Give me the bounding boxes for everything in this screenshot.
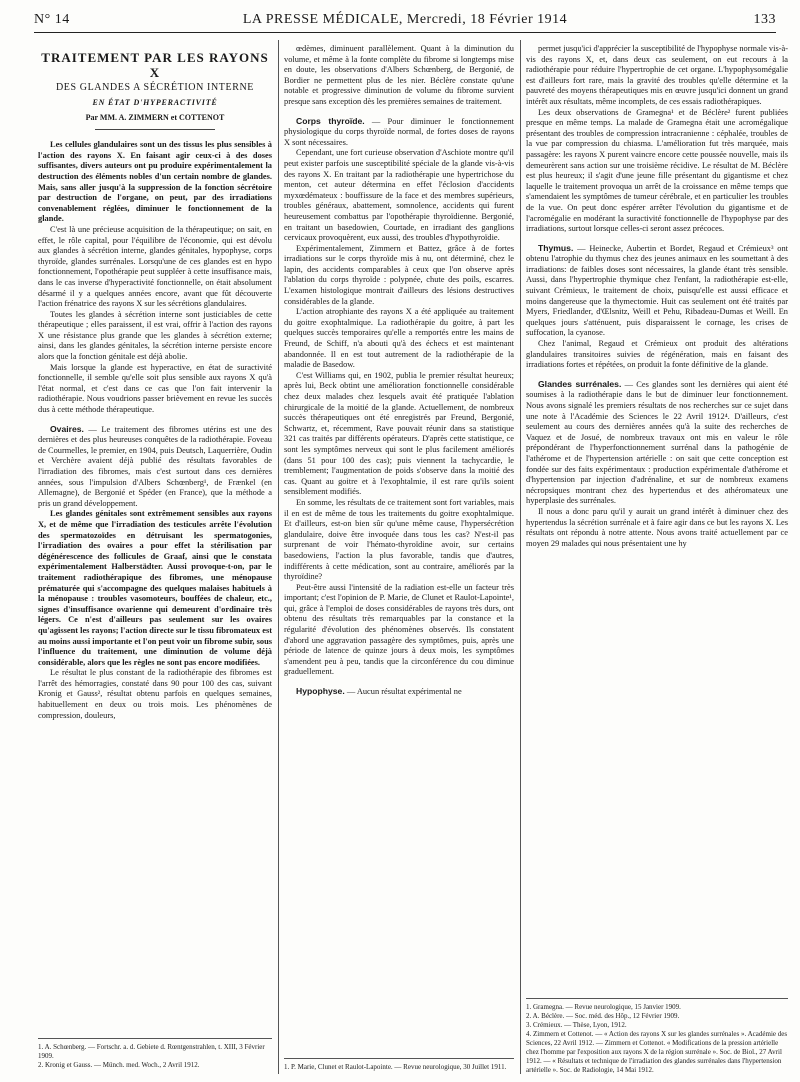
paragraph-surrenales: Glandes surrénales. — Ces glandes sont les dernières qui aient été soumises à la radiothérapie dans le but de diminuer leur fonctionnement. Nous avons signalé les premiers résultats de nos recherches sur ce sujet dans une note à l'Académie des Sciences le 22 Avril 1912⁴. D'ailleurs, c'est seulement au cours des dernières années qu'à la suite des recherches de Vaquez et de Josué, de nombreux travaux ont mis en valeur le rôle prépondérant de l'hyperfonctionnement surrénal dans la pathogénie de l'athérome et de l'hypertension artérielle : on sait que cette conception est fondée sur des faits expérimentaux : production expérimentale d'athérome et d'hypertension par injection d'adrénaline, et sur de nombreux examens nécropsiques montrant chez des hypertendus et des athéromateux une hyperplasie des surrénales. bbox=[526, 378, 788, 506]
paragraph-thyroide: Corps thyroïde. — Pour diminuer le fonctionnement physiologique du corps thyroïde normal, de fortes doses de rayons X sont nécessaires. bbox=[284, 115, 514, 147]
page-number: 133 bbox=[753, 12, 776, 27]
footnote: 1. Gramegna. — Revue neurologique, 15 Janvier 1909. bbox=[526, 1003, 681, 1011]
footnotes-column-1 bbox=[38, 1038, 272, 1070]
paragraph: Chez l'animal, Regaud et Crémieux ont produit des altérations glandulaires transitoires suivies de régénération, mais en faisant des irradiations fortes et répétées, on produit la fonte définitive de la glande. bbox=[526, 339, 788, 370]
paragraph: Cependant, une fort curieuse observation d'Aschiote montre qu'il peut exister parfois une susceptibilité spéciale de la glande vis-à-vis des rayons X. En traitant par la radiothérapie une hypertrichose du menton, cet auteur détermina en effet l'éclosion d'accidents myxœdémateux : bouffissure de la face et des membres supérieurs, troubles généraux, abattement, somnolence, accidents qui furent heureusement combattus par l'opothérapie thyroïdienne. Bergonié, en traitant un basedowien, Courtade, en irradiant des ganglions cervicaux provoquèrent, eux aussi, des troubles d'hypothyroïdie. bbox=[284, 148, 514, 243]
paragraph: Les deux observations de Gramegna¹ et de Béclère² furent publiées presque en même temps. La malade de Gramegna était une acromégalique présentant des troubles de compression intracranienne : céphalée, troubles de la vue par compression du chiasma. L'amélioration fut très marquée, mais passagère: les rayons X purent vaincre encore cette poussée nouvelle, mais ils demeurèrent sans action sur une troisième récidive. Le résultat de M. Béclère est plus heureux; il s'agit d'une jeune fille présentant du gigantisme et chez laquelle le traitement provoqua un arrêt de la croissance en même temps que s'amendaient les symptômes de tumeur cérébrale, et en particulier les troubles de la vue. On peut donc espérer arrêter l'évolution du gigantisme et de l'acromégalie en modérant la suractivité fonctionnelle de l'hypophyse par des irradiations, surtout lorsque celles-ci seront assez précoces. bbox=[526, 107, 788, 234]
column-divider bbox=[278, 40, 279, 1074]
paragraph: C'est Williams qui, en 1902, publia le premier résultat heureux; après lui, Beck obtint une amélioration fonctionnelle considérable chez deux malades chez lesquels avait été pratiquée l'ablation chirurgicale de la moitié de la glande. Actuellement, de nombreux succès thérapeutiques ont été enregistrés par Freund, Bergonié, Schwartz, et, récemment, Rave pouvait réunir dans sa statistique 321 cas traités par différents opérateurs. D'après cette statistique, ce sont les symptômes nerveux qui sont le plus facilement améliorés (dans 51 pour 100 des cas); puis viennent la tachycardie, le tremblement; l'augmentation de poids s'observe dans la moitié des cas. Quant au goitre et à l'exophtalmie, il est rare qu'ils soient sensiblement modifiés. bbox=[284, 370, 514, 497]
title-rule bbox=[95, 129, 215, 130]
footnote: 1. A. Schœnberg. — Fortschr. a. d. Gebiete d. Rœntgenstrahlen, t. XIII, 3 Février 1909. bbox=[38, 1043, 265, 1060]
article-authors: Par MM. A. ZIMMERN et COTTENOT bbox=[85, 112, 225, 122]
paragraph-ovaires: Ovaires. — Le traitement des fibromes utérins est une des dernières et des plus heureuses conquêtes de la radiothérapie. Foveau de Courmelles, le premier, en 1904, puis Deutsch, Laquerrière, Oudin et Verchère avaient déjà publié des résultats favorables de l'irradiation des fibromes, mais c'est surtout dans ces dernières années, sous l'impulsion d'Albers Schœnberg¹, de Frænkel (en Allemagne), de Bergonié et Spéder (en France), que la méthode a pris un grand développement. bbox=[38, 423, 272, 508]
footnote: 3. Crémieux. — Thèse, Lyon, 1912. bbox=[526, 1021, 627, 1029]
paragraph: L'action atrophiante des rayons X a été appliquée au traitement du goitre exophtalmique. La radiothérapie du goitre, à part les quelques succès temporaires qu'elle a remportés entre les mains de Freund, de Schiff, n'a abouti qu'à des échecs et est maintenant abandonnée. Il en est tout autrement de la radiothérapie de la maladie de Basedow. bbox=[284, 307, 514, 370]
footnote: 2. Kronig et Gauss. — Münch. med. Woch., 2 Avril 1912. bbox=[38, 1061, 200, 1069]
footnote: 4. Zimmern et Cottenot. — « Action des rayons X sur les glandes surrénales ». Académie des Sciences, 22 Avril 1912. — Zimmern et Cottenot. « Modifications de la pression artérielle chez l'homme par l'exposition aux rayons X de la région surrénale ». Soc. de Biol., 27 Avril 1912. — « Résultats et technique de l'irradiation des glandes surrénales dans l'hypertension artérielle ». Soc. de Radiologie, 14 Mai 1912. bbox=[526, 1030, 788, 1074]
column-divider bbox=[520, 40, 521, 1074]
journal-title: LA PRESSE MÉDICALE, Mercredi, 18 Février 1914 bbox=[242, 12, 568, 27]
paragraph: œdèmes, diminuent parallèlement. Quant à la diminution du volume, et même à la fonte complète du fibrome si longtemps mise en doute, les observations d'Albers Schœnberg, de Bergonié, de Bordier ne permettent plus de les nier. Béclère constate qu'une notable et progressive diminution de volume du fibrome survient presque sans exception dès les premières semaines de traitement. bbox=[284, 44, 514, 106]
paragraph: Toutes les glandes à sécrétion interne sont justiciables de cette thérapeutique ; elles paraissent, il est vrai, offrir à l'action des rayons X une résistance plus grande que les glandes à sécrétion externe; ainsi, dans les glandes génitales, la sécrétion interne persiste encore alors que la fonction génitale est déjà abolie. bbox=[38, 309, 272, 362]
issue-number: N° 14 bbox=[34, 12, 70, 27]
paragraph: Le résultat le plus constant de la radiothérapie des fibromes est l'arrêt des hémorragies, constaté dans 90 pour 100 des cas, suivant Kronig et Gauss², résultat obtenu parfois en quelques semaines, habituellement en deux ou trois mois. Les phénomènes de compression, douleurs, bbox=[38, 668, 272, 720]
footnote: 2. A. Béclère. — Soc. méd. des Hôp., 12 Février 1909. bbox=[526, 1012, 680, 1020]
paragraph-hypophyse: Hypophyse. — Aucun résultat expérimental ne bbox=[296, 686, 462, 697]
section-heading-glandes-surrenales: Glandes surrénales. bbox=[538, 378, 622, 389]
article-subtitle: DES GLANDES A SÉCRÉTION INTERNE bbox=[55, 82, 255, 93]
footnote: 1. P. Marie, Clunet et Raulot-Lapointe. — Revue neurologique, 30 Juillet 1911. bbox=[284, 1063, 507, 1071]
paragraph: Peut-être aussi l'intensité de la radiation est-elle un facteur très important; c'est l'opinion de P. Marie, de Clunet et Raulot-Lapointe¹, qui, grâce à l'emploi de doses considérables de rayons très durs, ont obtenu des résultats très remarquables par la constance et la régularité d'évolution des phénomènes observés. Ils constatent d'abord une aggravation passagère des symptômes, puis, après une période de latence de quinze jours à deux mois, les symptômes s'amendent peu à peu, tandis que la circonférence du cou diminue graduellement. bbox=[284, 582, 514, 677]
column-3 bbox=[526, 44, 788, 549]
paragraph: Les cellules glandulaires sont un des tissus les plus sensibles à l'action des rayons X. En faisant agir ceux-ci à des doses suffisantes, divers auteurs ont pu produire expérimentalement la destruction des éléments nobles d'un certain nombre de glandes. Mais, sans aller jusqu'à la suppression de la fonction sécrétoire par destruction de l'organe, on peut, par des irradiations convenablement réglées, diminuer le fonctionnement de la glande. bbox=[38, 140, 272, 224]
article-title: TRAITEMENT PAR LES RAYONS X bbox=[41, 50, 269, 80]
page-header bbox=[34, 6, 776, 33]
section-heading-thymus: Thymus. bbox=[538, 242, 574, 253]
paragraph: Il nous a donc paru qu'il y aurait un grand intérêt à diminuer chez des hypertendus la sécrétion surrénale et à faire agir dans ce but les rayons X. Les résultats ont répondu à notre attente. Nous avons traité actuellement par ce moyen 29 malades qui nous présentaient une hy bbox=[526, 506, 788, 548]
paragraph: C'est là une précieuse acquisition de la thérapeutique; on sait, en effet, le rôle capital, pour l'équilibre de l'économie, qui est dévolu aux glandes à sécrétion interne, glandes génitales, hypophyse, corps thyroïde, glandes surrénales. Lorsqu'une de ces glandes est en hypo fonctionnement, l'opothérapie peut suppléer à cette insuffisance mais, dans le cas inverse d'hyperactivité fonctionnelle, on était absolument désarmé il y a quelques années encore, avant que fût découverte l'action frénatrice des rayons X sur les sécrétions glandulaires. bbox=[38, 224, 272, 309]
section-heading-ovaires: Ovaires. bbox=[50, 423, 84, 434]
paragraph-thymus: Thymus. — Heinecke, Aubertin et Bordet, Regaud et Crémieux³ ont obtenu l'atrophie du thymus chez des jeunes animaux en les soumettant à des irradiations: de faibles doses sont nécessaires, la glande étant très sensible. Aussi, dans l'hypertrophie thymique chez l'enfant, la radiothérapie est-elle, suivant Crémieux, le traitement de choix, puisqu'elle est aussi efficace et moins dangereuse que la thymectomie. Huit cas seulement ont été traités par Myers, Friedlander, d'Œlsnitz, Weill et Pehu, Ribadeau-Dumas et Weill. En quelques jours s'atténuent, puis disparaissent le cornage, les crises de suffocation, la cyanose. bbox=[526, 242, 788, 338]
paragraph: Les glandes génitales sont extrêmement sensibles aux rayons X, et de même que l'irradiation des testicules arrête l'évolution des spermatozoïdes en détruisant les spermatogonies, l'irradiation des ovaires a pour effet la stérilisation par dégénérescence des follicules de Graaf, ainsi que le constata expérimentalement Halberstädter. Aussi provoque-t-on, par le traitement radiothérapique des fibromes, une ménopause prématurée qui s'accompagne des quelques malaises habituels à la ménopause : troubles vasomoteurs, bouffées de chaleur, etc., signes d'insuffisance ovarienne qui demeurent d'ordinaire très légers. Ce n'est d'ailleurs pas seulement sur les ovaires qu'agissent les rayons; l'action directe sur le tissu fibromateux est au moins aussi importante et l'on peut voir un fibrome subir, sous l'influence du traitement, une diminution de volume déjà considérable, alors que les règles ne sont pas encore modifiées. bbox=[38, 509, 272, 667]
paragraph: Expérimentalement, Zimmern et Battez, grâce à de fortes irradiations sur le corps thyroïde mis à nu, ont déterminé, chez le lapin, des accidents comparables à ceux que l'on observe après l'ablation du corps thyroïde : polypnée, chute des poils, escarres. L'examen histologique montrait d'ailleurs des lésions destructives considérables de la glande. bbox=[284, 243, 514, 306]
section-heading-hypophyse: Hypophyse. bbox=[296, 686, 345, 697]
article-state: EN ÉTAT D'HYPERACTIVITÉ bbox=[92, 98, 218, 107]
footnotes-column-3 bbox=[526, 998, 788, 1075]
column-1 bbox=[38, 44, 272, 721]
column-2 bbox=[284, 44, 514, 698]
footnotes-column-2 bbox=[284, 1058, 514, 1072]
paragraph: En somme, les résultats de ce traitement sont fort variables, mais il en est de même de tous les traitements du goitre exophtalmique. Et d'ailleurs, est-on bien sûr qu'une même cause, l'hypersécrétion glandulaire, doive être invoquée dans tous les cas? N'est-il pas surprenant de voir l'hémato-thyroïdine avoir, sur certains basedowiens, l'action la plus favorable, tandis que d'autres, indifférents à cette médication, sont au contraire, améliorés par la thyroïdine? bbox=[284, 497, 514, 582]
section-heading-corps-thyroide: Corps thyroïde. bbox=[296, 115, 365, 126]
paragraph: permet jusqu'ici d'apprécier la susceptibilité de l'hypophyse normale vis-à-vis des rayons X, et, dans deux cas seulement, on eut recours à la radiothérapie pour réduire l'hypertrophie de cet organe. L'hypophysomégalie est d'ailleurs fort rare, mais la gravité des troubles qu'elle détermine et la pauvreté des moyens thérapeutiques mis en œuvre jusqu'ici donnent un grand intérêt aux résultats, même incomplets, de ces essais radiothérapiques. bbox=[526, 44, 788, 106]
paragraph: Mais lorsque la glande est hyperactive, en état de suractivité fonctionnelle, il semble qu'elle soit plus sensible aux rayons X qu'à l'état normal, et c'est dans ce cas que l'on fait intervenir la radiothérapie. Nous voudrions passer brièvement en revue les succès dus à cette méthode thérapeutique. bbox=[38, 362, 272, 415]
